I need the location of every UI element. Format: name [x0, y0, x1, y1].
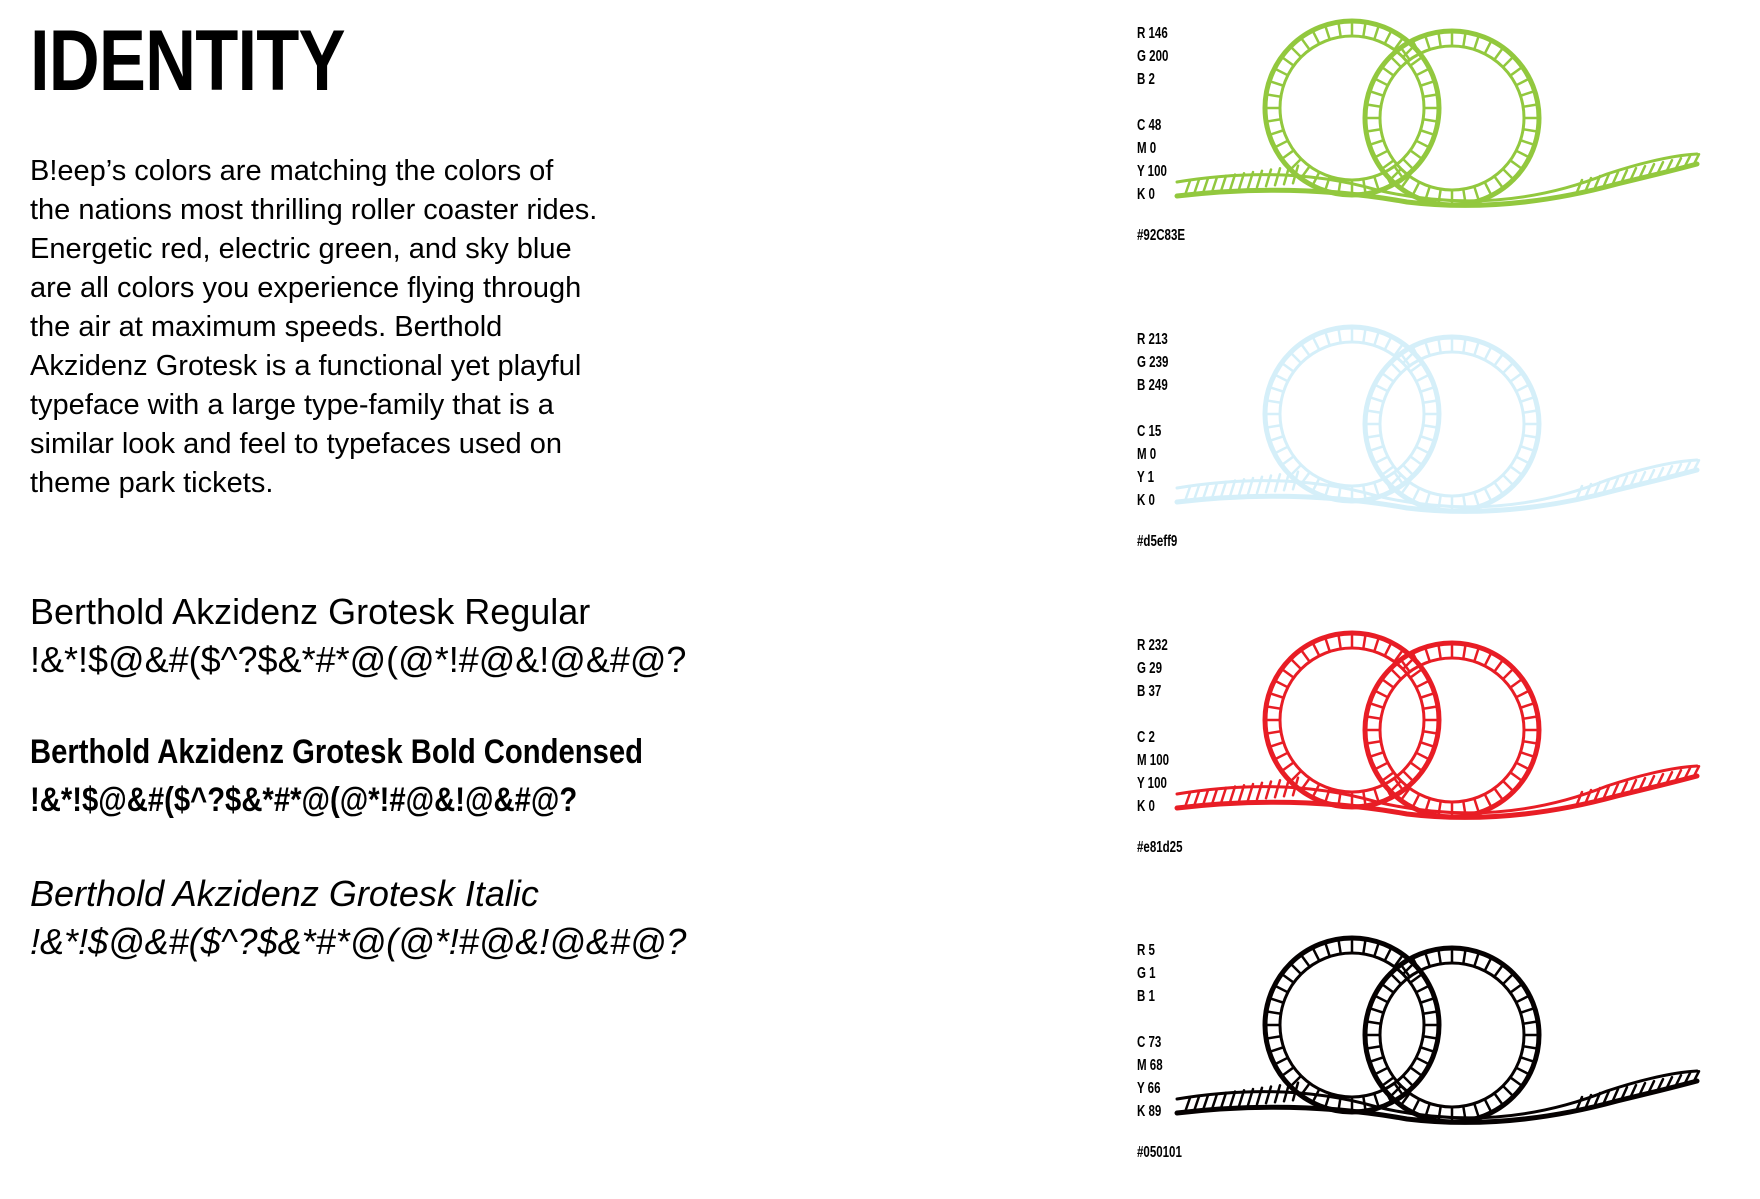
- intro-line: are all colors you experience flying through: [30, 272, 582, 304]
- cmyk-cyan-value: C 2: [1137, 729, 1155, 746]
- track-tie: [1420, 387, 1434, 392]
- track-tie: [1301, 650, 1310, 662]
- track-tie: [1474, 35, 1479, 49]
- cmyk-magenta-value: M 68: [1137, 1057, 1163, 1074]
- track-tie: [1269, 130, 1283, 135]
- track-tie: [1510, 67, 1522, 76]
- track-tie: [1425, 341, 1430, 355]
- track-tie: [1369, 446, 1383, 451]
- track-tie: [1369, 397, 1383, 402]
- typeface-glyphs: !&*!$@&#($^?$&*#*@(@*!#@&!@&#@?: [30, 639, 687, 680]
- track-tie: [1274, 141, 1287, 148]
- track-tie: [1282, 57, 1294, 66]
- track-tie: [1325, 25, 1330, 39]
- intro-line: typeface with a large type-family that is a: [30, 389, 554, 421]
- cmyk-yellow-value: Y 100: [1137, 163, 1167, 180]
- track-rail: [1177, 460, 1697, 507]
- track-tie: [1266, 1087, 1271, 1104]
- track-tie: [1416, 1058, 1429, 1065]
- track-tie: [1485, 182, 1492, 195]
- track-tie: [1494, 354, 1503, 366]
- typeface-name: Berthold Akzidenz Grotesk Bold Condensed: [30, 733, 644, 771]
- color-specs: [1137, 22, 1168, 206]
- track-tie: [1369, 1057, 1383, 1062]
- track-tie: [1382, 679, 1394, 688]
- track-tie: [1520, 1008, 1534, 1013]
- track-tie: [1410, 456, 1422, 465]
- track-tie: [1369, 703, 1383, 708]
- track-tie: [1290, 771, 1301, 782]
- track-tie: [1474, 341, 1479, 355]
- track-tie: [1221, 176, 1226, 191]
- track-tie: [1374, 331, 1379, 345]
- track-tie: [1374, 385, 1387, 392]
- track-tie: [1485, 40, 1492, 53]
- track-tie: [1290, 159, 1301, 170]
- track-tie: [1494, 788, 1503, 800]
- track-tie: [1485, 957, 1492, 970]
- cmyk-yellow-value: Y 100: [1137, 775, 1167, 792]
- track-tie: [1503, 1086, 1514, 1097]
- track-tie: [1503, 56, 1514, 67]
- track-tie: [1374, 691, 1387, 698]
- cmyk-key-value: K 89: [1137, 1103, 1162, 1120]
- track-tie: [1369, 1008, 1383, 1013]
- track-tie: [1494, 1093, 1503, 1105]
- track-tie: [1269, 436, 1283, 441]
- track-tie: [1516, 457, 1529, 464]
- track-tie: [1516, 996, 1529, 1003]
- track-tie: [1510, 1077, 1522, 1086]
- track-tie: [1369, 91, 1383, 96]
- track-tie: [1274, 1058, 1287, 1065]
- rgb-blue-value: B 37: [1137, 683, 1162, 700]
- track-tie: [1425, 952, 1430, 966]
- track-tie: [1282, 974, 1294, 983]
- track-tie: [1494, 176, 1503, 188]
- track-tie: [1374, 1068, 1387, 1075]
- track-tie: [1510, 679, 1522, 688]
- intro-paragraph: [30, 152, 670, 503]
- track-tie: [1290, 963, 1301, 974]
- color-swatch-green: [1137, 22, 1697, 282]
- track-tie: [1313, 947, 1320, 960]
- track-tie: [1269, 387, 1283, 392]
- track-tie: [1221, 1093, 1226, 1108]
- track-tie: [1510, 373, 1522, 382]
- track-tie: [1282, 456, 1294, 465]
- track-tie: [1221, 788, 1226, 803]
- track-tie: [1413, 1099, 1420, 1112]
- cmyk-key-value: K 0: [1137, 492, 1155, 509]
- track-tie: [1269, 998, 1283, 1003]
- hex-value: #e81d25: [1137, 839, 1183, 856]
- track-tie: [1494, 965, 1503, 977]
- track-tie: [1374, 151, 1387, 158]
- roller-coaster-loop-illustration: [1177, 320, 1697, 540]
- track-tie: [1474, 952, 1479, 966]
- track-tie: [1290, 465, 1301, 476]
- track-tie: [1282, 1067, 1294, 1076]
- cmyk-yellow-value: Y 1: [1137, 469, 1155, 486]
- track-tie: [1275, 780, 1280, 797]
- track-tie: [1282, 363, 1294, 372]
- track-tie: [1503, 362, 1514, 373]
- rgb-blue-value: B 1: [1137, 988, 1155, 1005]
- track-tie: [1416, 141, 1429, 148]
- track-tie: [1516, 763, 1529, 770]
- track-tie: [1420, 693, 1434, 698]
- track-tie: [1510, 160, 1522, 169]
- cmyk-cyan-value: C 73: [1137, 1034, 1162, 1051]
- typeface-sample-regular: [30, 588, 686, 684]
- track-tie: [1474, 798, 1479, 812]
- track-tie: [1385, 947, 1392, 960]
- color-specs: [1137, 939, 1163, 1123]
- track-tie: [1266, 170, 1271, 187]
- typeface-glyphs: !&*!$@&#($^?$&*#*@(@*!#@&!@&#@?: [30, 781, 578, 819]
- track-tie: [1301, 955, 1310, 967]
- page-title: IDENTITY: [30, 13, 345, 109]
- track-tie: [1390, 56, 1401, 67]
- track-tie: [1301, 344, 1310, 356]
- track-tie: [1282, 669, 1294, 678]
- track-tie: [1474, 492, 1479, 506]
- intro-line: similar look and feel to typefaces used on: [30, 428, 562, 460]
- track-tie: [1369, 752, 1383, 757]
- rgb-red-value: R 213: [1137, 331, 1168, 348]
- track-tie: [1403, 465, 1414, 476]
- cmyk-magenta-value: M 100: [1137, 752, 1170, 769]
- intro-line: the nations most thrilling roller coaster rides.: [30, 194, 598, 226]
- track-tie: [1516, 1068, 1529, 1075]
- typeface-sample-italic: [30, 870, 686, 966]
- track-tie: [1503, 781, 1514, 792]
- track-tie: [1516, 151, 1529, 158]
- intro-line: theme park tickets.: [30, 467, 274, 499]
- roller-coaster-loop-illustration: [1177, 626, 1697, 846]
- cmyk-cyan-value: C 15: [1137, 423, 1162, 440]
- track-tie: [1520, 1057, 1534, 1062]
- track-tie: [1266, 476, 1271, 493]
- track-tie: [1221, 482, 1226, 497]
- track-tie: [1269, 742, 1283, 747]
- track-tie: [1275, 168, 1280, 185]
- track-tie: [1385, 30, 1392, 43]
- track-tie: [1301, 38, 1310, 50]
- track-tie: [1275, 474, 1280, 491]
- track-tie: [1374, 942, 1379, 956]
- track-tie: [1474, 186, 1479, 200]
- cmyk-magenta-value: M 0: [1137, 446, 1157, 463]
- track-tie: [1510, 772, 1522, 781]
- track-tie: [1416, 986, 1429, 993]
- rgb-red-value: R 232: [1137, 637, 1168, 654]
- color-specs: [1137, 328, 1168, 512]
- rgb-green-value: G 1: [1137, 965, 1156, 982]
- track-tie: [1416, 753, 1429, 760]
- rgb-blue-value: B 2: [1137, 71, 1155, 88]
- track-tie: [1403, 771, 1414, 782]
- color-swatch-sky-blue: [1137, 328, 1697, 588]
- track-tie: [1516, 691, 1529, 698]
- track-tie: [1290, 46, 1301, 57]
- track-tie: [1494, 48, 1503, 60]
- track-tie: [1274, 986, 1287, 993]
- track-tie: [1416, 375, 1429, 382]
- track-tie: [1494, 482, 1503, 494]
- color-swatch-red: [1137, 634, 1697, 894]
- track-tie: [1516, 79, 1529, 86]
- track-tie: [1520, 397, 1534, 402]
- track-tie: [1410, 762, 1422, 771]
- rgb-green-value: G 200: [1137, 48, 1169, 65]
- track-tie: [1420, 436, 1434, 441]
- rgb-red-value: R 5: [1137, 942, 1155, 959]
- track-tie: [1485, 652, 1492, 665]
- typeface-name: Berthold Akzidenz Grotesk Italic: [30, 873, 539, 914]
- track-tie: [1485, 1099, 1492, 1112]
- track-tie: [1374, 25, 1379, 39]
- cmyk-cyan-value: C 48: [1137, 117, 1162, 134]
- track-tie: [1403, 1076, 1414, 1087]
- track-tie: [1425, 647, 1430, 661]
- track-tie: [1274, 681, 1287, 688]
- track-tie: [1325, 942, 1330, 956]
- track-tie: [1420, 81, 1434, 86]
- cmyk-magenta-value: M 0: [1137, 140, 1157, 157]
- track-tie: [1420, 130, 1434, 135]
- rgb-red-value: R 146: [1137, 25, 1168, 42]
- track-tie: [1410, 1067, 1422, 1076]
- intro-line: Energetic red, electric green, and sky blue: [30, 233, 572, 265]
- intro-line: Akzidenz Grotesk is a functional yet playful: [30, 350, 582, 382]
- track-tie: [1403, 159, 1414, 170]
- track-tie: [1420, 998, 1434, 1003]
- track-tie: [1269, 1047, 1283, 1052]
- track-rail: [1177, 766, 1697, 813]
- typeface-name: Berthold Akzidenz Grotesk Regular: [30, 591, 591, 632]
- track-tie: [1274, 375, 1287, 382]
- track-tie: [1390, 668, 1401, 679]
- track-tie: [1485, 488, 1492, 501]
- track-tie: [1274, 69, 1287, 76]
- rgb-blue-value: B 249: [1137, 377, 1168, 394]
- track-tie: [1510, 466, 1522, 475]
- track-tie: [1420, 1047, 1434, 1052]
- track-tie: [1425, 35, 1430, 49]
- color-swatch-black: [1137, 939, 1697, 1199]
- track-rail: [1177, 154, 1697, 201]
- track-tie: [1382, 67, 1394, 76]
- track-tie: [1503, 475, 1514, 486]
- hex-value: #92C83E: [1137, 227, 1186, 244]
- roller-coaster-loop-illustration: [1177, 14, 1697, 234]
- intro-line: B!eep’s colors are matching the colors of: [30, 155, 554, 187]
- track-tie: [1520, 91, 1534, 96]
- track-tie: [1274, 447, 1287, 454]
- typeface-sample-bold-condensed: [30, 728, 643, 824]
- track-tie: [1420, 742, 1434, 747]
- track-tie: [1416, 69, 1429, 76]
- track-tie: [1485, 794, 1492, 807]
- track-tie: [1313, 336, 1320, 349]
- rgb-green-value: G 239: [1137, 354, 1169, 371]
- cmyk-key-value: K 0: [1137, 186, 1155, 203]
- track-tie: [1385, 336, 1392, 349]
- track-tie: [1416, 681, 1429, 688]
- track-tie: [1274, 753, 1287, 760]
- track-tie: [1485, 346, 1492, 359]
- track-tie: [1390, 973, 1401, 984]
- track-tie: [1503, 668, 1514, 679]
- track-tie: [1516, 385, 1529, 392]
- track-tie: [1325, 637, 1330, 651]
- track-tie: [1503, 169, 1514, 180]
- track-tie: [1410, 150, 1422, 159]
- track-tie: [1282, 762, 1294, 771]
- cmyk-yellow-value: Y 66: [1137, 1080, 1161, 1097]
- track-tie: [1374, 457, 1387, 464]
- track-tie: [1416, 447, 1429, 454]
- hex-value: #d5eff9: [1137, 533, 1178, 550]
- intro-line: the air at maximum speeds. Berthold: [30, 311, 503, 343]
- track-tie: [1374, 996, 1387, 1003]
- rgb-green-value: G 29: [1137, 660, 1162, 677]
- track-tie: [1520, 752, 1534, 757]
- track-tie: [1413, 488, 1420, 501]
- track-tie: [1474, 1103, 1479, 1117]
- track-rail: [1177, 1071, 1697, 1118]
- track-tie: [1290, 658, 1301, 669]
- track-tie: [1374, 763, 1387, 770]
- track-tie: [1494, 660, 1503, 672]
- track-tie: [1474, 647, 1479, 661]
- roller-coaster-loop-illustration: [1177, 931, 1697, 1151]
- track-tie: [1369, 140, 1383, 145]
- track-tie: [1520, 140, 1534, 145]
- track-tie: [1290, 352, 1301, 363]
- track-tie: [1266, 782, 1271, 799]
- cmyk-key-value: K 0: [1137, 798, 1155, 815]
- track-tie: [1382, 984, 1394, 993]
- typeface-glyphs: !&*!$@&#($^?$&*#*@(@*!#@&!@&#@?: [30, 921, 687, 962]
- track-tie: [1290, 1076, 1301, 1087]
- track-tie: [1390, 362, 1401, 373]
- track-tie: [1313, 30, 1320, 43]
- track-tie: [1325, 331, 1330, 345]
- track-tie: [1520, 703, 1534, 708]
- track-tie: [1385, 642, 1392, 655]
- track-tie: [1275, 1085, 1280, 1102]
- color-specs: [1137, 634, 1169, 818]
- track-tie: [1520, 446, 1534, 451]
- hex-value: #050101: [1137, 1144, 1182, 1161]
- track-tie: [1269, 81, 1283, 86]
- track-tie: [1510, 984, 1522, 993]
- track-tie: [1413, 182, 1420, 195]
- track-tie: [1374, 637, 1379, 651]
- track-tie: [1282, 150, 1294, 159]
- track-tie: [1413, 794, 1420, 807]
- track-tie: [1374, 79, 1387, 86]
- track-tie: [1269, 693, 1283, 698]
- track-tie: [1382, 373, 1394, 382]
- track-tie: [1503, 973, 1514, 984]
- track-tie: [1313, 642, 1320, 655]
